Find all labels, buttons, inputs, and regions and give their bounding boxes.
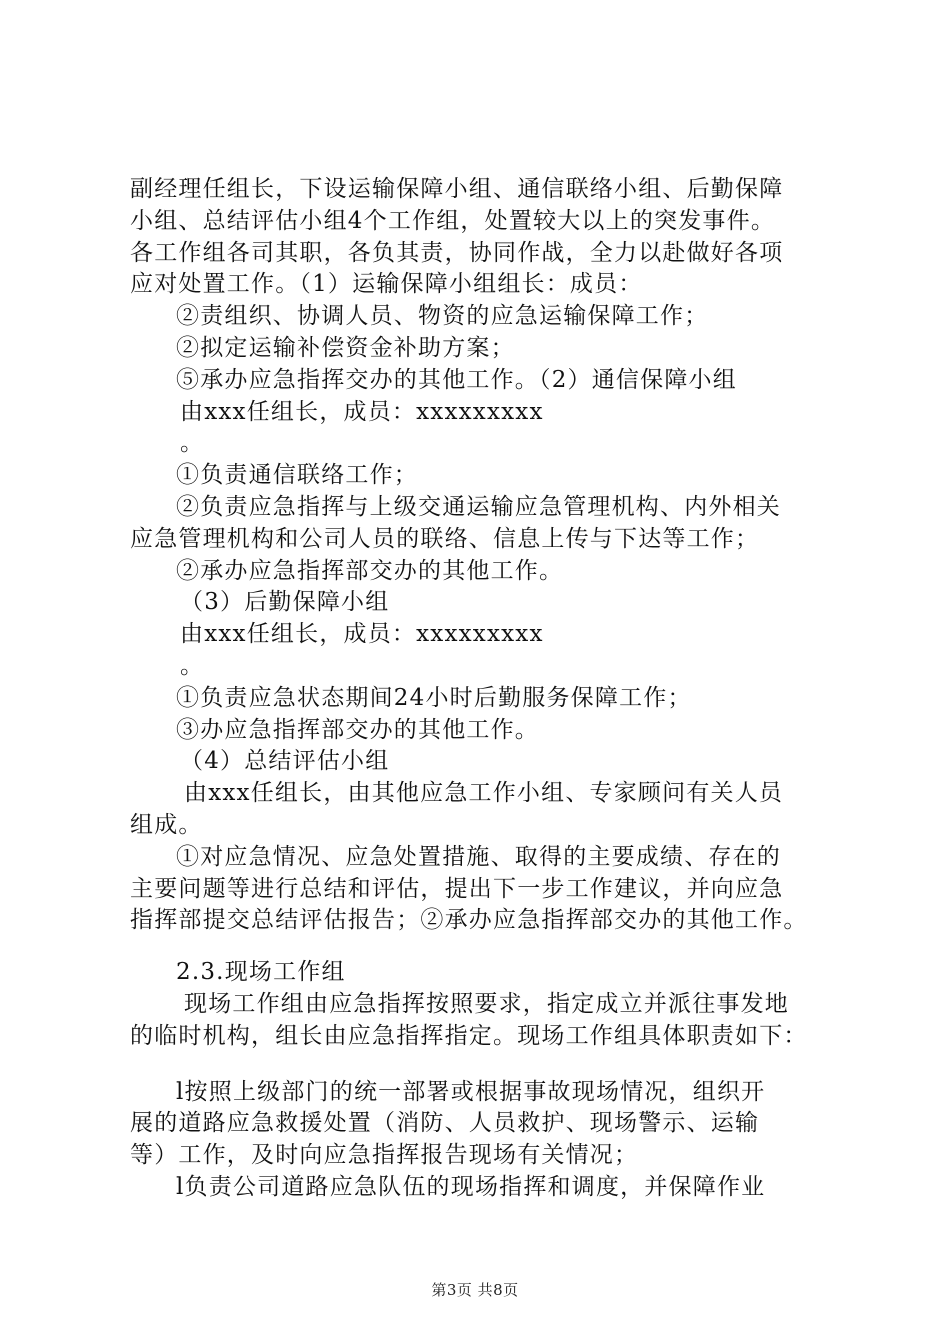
text-line: 的临时机构，组长由应急指挥指定。现场工作组具体职责如下： bbox=[130, 1022, 808, 1049]
text-line: ②负责应急指挥与上级交通运输应急管理机构、内外相关 bbox=[176, 493, 781, 520]
text-line: l负责公司道路应急队伍的现场指挥和调度，并保障作业 bbox=[176, 1173, 766, 1200]
body-text bbox=[130, 174, 840, 1204]
section-heading: （3）后勤保障小组 bbox=[180, 589, 390, 616]
text-line: ①对应急情况、应急处置措施、取得的主要成绩、存在的 bbox=[176, 843, 781, 870]
text-line: 展的道路应急救援处置（消防、人员救护、现场警示、运输 bbox=[130, 1110, 760, 1137]
section-heading: 2.3.现场工作组 bbox=[176, 959, 346, 986]
text-line: 由xxx任组长，成员：xxxxxxxxx bbox=[180, 398, 544, 425]
text-line: 应急管理机构和公司人员的联络、信息上传与下达等工作； bbox=[130, 525, 760, 552]
text-line: 各工作组各司其职，各负其责，协同作战，全力以赴做好各项 bbox=[130, 239, 784, 266]
text-line: l按照上级部门的统一部署或根据事故现场情况，组织开 bbox=[176, 1078, 766, 1105]
text-line: 小组、总结评估小组4个工作组，处置较大以上的突发事件。 bbox=[130, 207, 776, 234]
text-line: ③办应急指挥部交办的其他工作。 bbox=[176, 716, 539, 743]
text-line: 应对处置工作。（1）运输保障小组组长：成员： bbox=[130, 271, 643, 298]
text-line: 现场工作组由应急指挥按照要求，指定成立并派往事发地 bbox=[184, 990, 789, 1017]
text-line: ②拟定运输补偿资金补助方案； bbox=[176, 334, 515, 361]
text-line: ①负责通信联络工作； bbox=[176, 462, 418, 489]
text-line: ②承办应急指挥部交办的其他工作。 bbox=[176, 557, 564, 584]
text-line: 主要问题等进行总结和评估，提出下一步工作建议，并向应急 bbox=[130, 875, 784, 902]
text-line: 指挥部提交总结评估报告；②承办应急指挥部交办的其他工作。 bbox=[130, 907, 808, 934]
section-heading: （4）总结评估小组 bbox=[180, 748, 390, 775]
text-line: 。 bbox=[180, 652, 205, 679]
text-line: 副经理任组长，下设运输保障小组、通信联络小组、后勤保障 bbox=[130, 176, 784, 202]
text-line: 组成。 bbox=[130, 811, 203, 838]
text-line: 等）工作，及时向应急指挥报告现场有关情况； bbox=[130, 1142, 639, 1169]
text-line: 由xxx任组长，成员：xxxxxxxxx bbox=[180, 621, 544, 648]
text-line: ①负责应急状态期间24小时后勤服务保障工作； bbox=[176, 684, 692, 711]
page-footer: 第3页 共8页 bbox=[431, 1281, 519, 1299]
text-line: 。 bbox=[180, 430, 205, 457]
text-line: ⑤承办应急指挥交办的其他工作。（2）通信保障小组 bbox=[176, 366, 737, 393]
text-line: 由xxx任组长，由其他应急工作小组、专家顾问有关人员 bbox=[184, 780, 784, 807]
text-line: ②责组织、协调人员、物资的应急运输保障工作； bbox=[176, 303, 709, 330]
